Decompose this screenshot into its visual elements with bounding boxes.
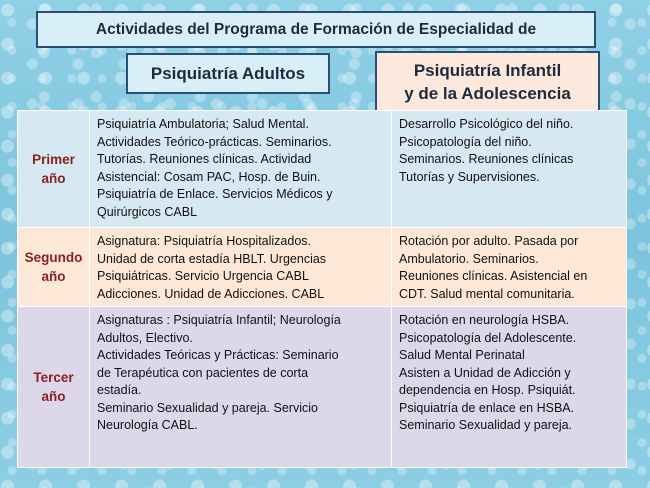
- row-label-primer-ano: [18, 111, 90, 228]
- cell-line: Psiquiatría Ambulatoria; Salud Mental.: [97, 117, 309, 131]
- cell-line: Asignatura: Psiquiatría Hospitalizados.: [97, 234, 312, 248]
- column-header-adultos-text: Psiquiatría Adultos: [150, 63, 306, 83]
- activities-table: [17, 110, 627, 468]
- table-row-tercer-ano: [18, 307, 627, 468]
- cell-line: Seminario Sexualidad y pareja. Servicio: [97, 400, 318, 415]
- table-row-primer-ano: [18, 111, 627, 228]
- slide-title-text: Actividades del Programa de Formación de Especialidad de: [95, 20, 537, 38]
- cell-line: Psiquiátricas. Servicio Urgencia CABL: [97, 269, 309, 283]
- column-header-infantil-line2: y de la Adolescencia: [404, 84, 571, 103]
- row-label-line: Tercer: [33, 370, 74, 385]
- column-header-adultos: [126, 53, 330, 94]
- row-label-line: año: [41, 269, 66, 284]
- cell-line: Ambulatorio. Seminarios.: [399, 251, 539, 266]
- cell-line: Asistencial: Cosam PAC, Hosp. de Buin.: [97, 169, 321, 184]
- cell-line: Reuniones clínicas. Asistencial en: [399, 269, 588, 283]
- cell-line: Psicopatología del niño.: [399, 134, 532, 149]
- row-label-line: Primer: [32, 152, 75, 167]
- cell-line: Neurología CABL.: [97, 418, 198, 432]
- cell-line: Adultos, Electivo.: [97, 330, 193, 345]
- cell-line: Desarrollo Psicológico del niño.: [399, 117, 574, 131]
- cell-line: Actividades Teóricas y Prácticas: Seminario: [97, 348, 339, 362]
- table-row-segundo-ano: [18, 228, 627, 307]
- cell-line: Actividades Teórico-prácticas. Seminarios.: [97, 134, 332, 149]
- cell-line: Psiquiatría de enlace en HSBA.: [399, 400, 575, 415]
- row-label-tercer-ano: [18, 307, 90, 468]
- cell-infantil-tercer-ano: [392, 307, 627, 468]
- cell-line: Psiquiatría de Enlace. Servicios Médicos y: [97, 187, 333, 201]
- cell-line: Psicopatología del Adolescente.: [399, 330, 577, 345]
- cell-line: Adicciones. Unidad de Adicciones. CABL: [97, 286, 325, 301]
- cell-line: Seminario Sexualidad y pareja.: [399, 418, 573, 432]
- cell-line: de Terapéutica con pacientes de corta: [97, 365, 309, 380]
- cell-adultos-segundo-ano: [90, 228, 392, 307]
- cell-line: estadía.: [97, 383, 142, 397]
- cell-line: Unidad de corta estadía HBLT. Urgencias: [97, 251, 327, 266]
- cell-line: Tutorías y Supervisiones.: [399, 169, 540, 184]
- slide-title: [36, 11, 596, 48]
- cell-line: Rotación en neurología HSBA.: [399, 313, 570, 327]
- column-header-infantil-line1: Psiquiatría Infantil: [413, 61, 562, 80]
- row-label-line: Segundo: [24, 250, 83, 265]
- cell-line: Rotación por adulto. Pasada por: [399, 234, 579, 248]
- cell-line: dependencia en Hosp. Psiquiát.: [399, 383, 576, 397]
- cell-infantil-segundo-ano: [392, 228, 627, 307]
- cell-infantil-primer-ano: [392, 111, 627, 228]
- cell-line: Seminarios. Reuniones clínicas: [399, 152, 574, 166]
- cell-adultos-tercer-ano: [90, 307, 392, 468]
- column-header-infantil: [375, 51, 600, 113]
- row-label-segundo-ano: [18, 228, 90, 307]
- cell-line: Asignaturas : Psiquiatría Infantil; Neurología: [97, 313, 341, 327]
- cell-line: CDT. Salud mental comunitaria.: [399, 286, 575, 301]
- cell-adultos-primer-ano: [90, 111, 392, 228]
- cell-line: Tutorías. Reuniones clínicas. Actividad: [97, 152, 312, 166]
- row-label-line: año: [41, 389, 66, 404]
- row-label-line: año: [41, 171, 66, 186]
- cell-line: Quirúrgicos CABL: [97, 204, 198, 219]
- cell-line: Asisten a Unidad de Adicción y: [399, 365, 571, 380]
- cell-line: Salud Mental Perinatal: [399, 348, 525, 362]
